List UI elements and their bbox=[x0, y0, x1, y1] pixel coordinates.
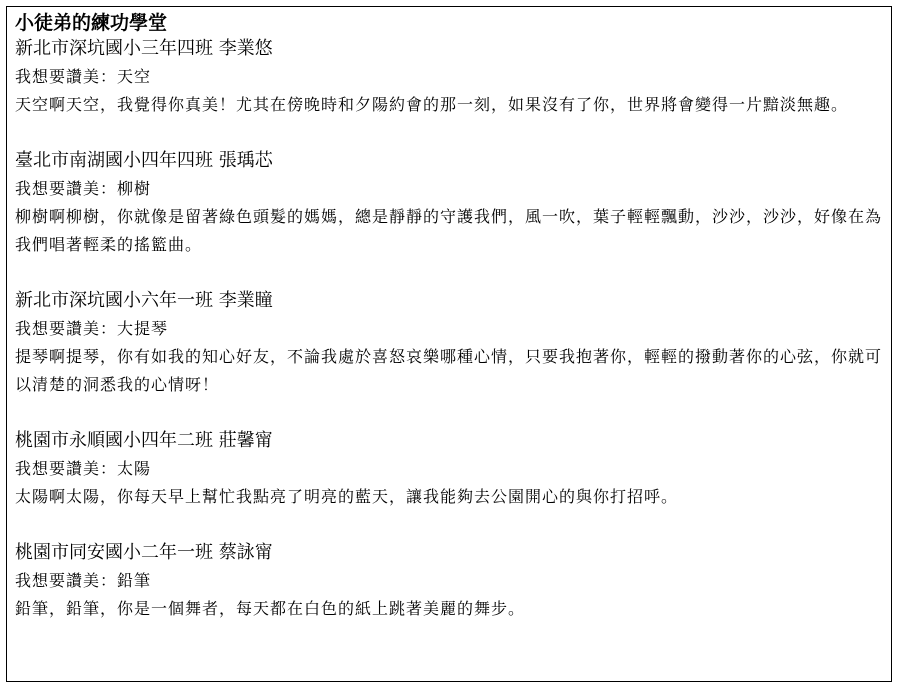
entry-author: 桃園市同安國小二年一班 蔡詠甯 bbox=[15, 542, 273, 563]
entry-author: 新北市深坑國小六年一班 李業瞳 bbox=[15, 290, 273, 311]
page-title: 小徒弟的練功學堂 bbox=[15, 12, 168, 34]
entry-text: 鉛筆，鉛筆，你是一個舞者，每天都在白色的紙上跳著美麗的舞步。 bbox=[15, 599, 526, 618]
entry-author: 臺北市南湖國小四年四班 張瑀芯 bbox=[15, 150, 273, 171]
entry-praise-subject: 我想要讚美：天空 bbox=[15, 67, 152, 86]
entry bbox=[15, 147, 883, 259]
entry bbox=[15, 539, 883, 623]
entry bbox=[15, 35, 883, 119]
entry bbox=[15, 427, 883, 511]
entry-praise-subject: 我想要讚美：柳樹 bbox=[15, 179, 152, 198]
entry-text: 天空啊天空，我覺得你真美！尤其在傍晚時和夕陽約會的那一刻，如果沒有了你，世界將會變得一片黯淡無趣。 bbox=[15, 95, 849, 114]
entry-praise-subject: 我想要讚美：太陽 bbox=[15, 459, 152, 478]
document-frame bbox=[6, 6, 892, 682]
entry-text: 柳樹啊柳樹，你就像是留著綠色頭髮的媽媽，總是靜靜的守護我們，風一吹，葉子輕輕飄動，沙沙，沙沙，好像在為我們唱著輕柔的搖籃曲。 bbox=[15, 207, 883, 254]
entry-text: 提琴啊提琴，你有如我的知心好友，不論我處於喜怒哀樂哪種心情，只要我抱著你，輕輕的撥動著你的心弦，你就可以清楚的洞悉我的心情呀！ bbox=[15, 347, 883, 394]
entry-praise-subject: 我想要讚美：大提琴 bbox=[15, 319, 169, 338]
entry bbox=[15, 287, 883, 399]
entry-praise-subject: 我想要讚美：鉛筆 bbox=[15, 571, 152, 590]
entry-author: 新北市深坑國小三年四班 李業悠 bbox=[15, 38, 273, 59]
entry-text: 太陽啊太陽，你每天早上幫忙我點亮了明亮的藍天，讓我能夠去公園開心的與你打招呼。 bbox=[15, 487, 679, 506]
entry-author: 桃園市永順國小四年二班 莊馨甯 bbox=[15, 430, 273, 451]
